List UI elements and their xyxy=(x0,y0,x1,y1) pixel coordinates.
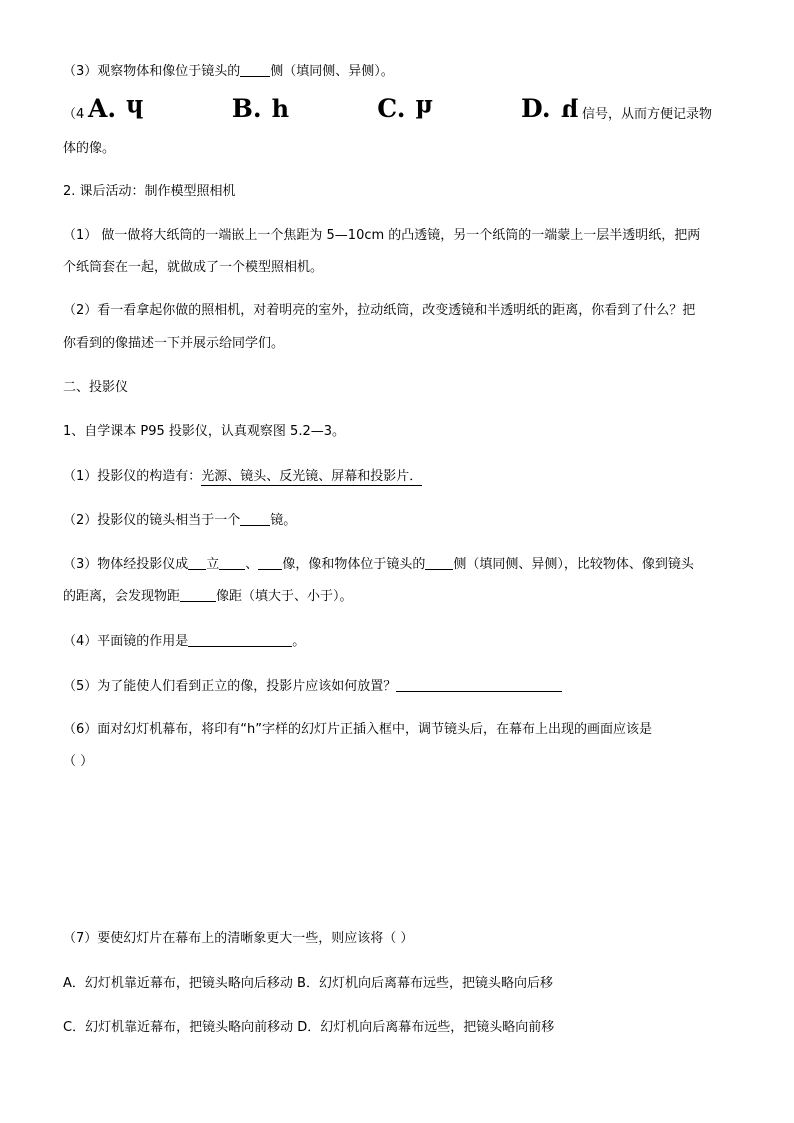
activity-p2-line1: （2）看一看拿起你做的照相机，对着明亮的室外，拉动纸筒，改变透镜和半透明纸的距离，你看到了什么？把 xyxy=(63,303,696,318)
activity-p2-line2: 你看到的像描述一下并展示给同学们。 xyxy=(63,336,285,351)
projector-q6-line1: （6）面对幻灯机幕布，将印有“h”字样的幻灯片正插入框中，调节镜头后，在幕布上出现的画面应该是 xyxy=(63,722,652,737)
projector-q1-answer: 光源、镜头、反光镜、屏幕和投影片． xyxy=(201,469,423,484)
projector-q7-ab: A．幻灯机靠近幕布，把镜头略向后移动 B．幻灯机向后离幕布远些，把镜头略向后移 xyxy=(63,976,553,991)
projector-q4 xyxy=(63,634,305,650)
q4-top-line2 xyxy=(63,141,115,157)
activity-p1-line2: 个纸筒套在一起，就做成了一个模型照相机。 xyxy=(63,260,324,275)
projector-intro: 1、自学课本 P95 投影仪，认真观察图 5.2—3。 xyxy=(63,424,345,439)
q3-top xyxy=(63,64,394,80)
projector-q5-prefix: （5）为了能使人们看到正立的像，投影片应该如何放置？ xyxy=(63,679,397,694)
option-a-letter: A. xyxy=(88,93,117,123)
projector-q1-prefix: （1）投影仪的构造有： xyxy=(63,469,202,484)
projector-q6-line2: （ ） xyxy=(63,754,94,769)
projector-q4-prefix: （4）平面镜的作用是 xyxy=(63,634,189,649)
q4-top-prefix: （4 xyxy=(63,107,85,122)
q3-top-suffix: 侧（填同侧、异侧）。 xyxy=(270,64,394,79)
activity-title: 2. 课后活动：制作模型照相机 xyxy=(63,184,236,199)
projector-q2-prefix: （2）投影仪的镜头相当于一个 xyxy=(63,513,241,528)
option-a[interactable] xyxy=(88,94,144,123)
q3-top-prefix: （3）观察物体和像位于镜头的 xyxy=(63,64,241,79)
projector-q3-blank2[interactable] xyxy=(219,557,245,570)
projector-q3-line2-a: 的距离，会发现物距 xyxy=(63,589,181,604)
projector-q4-suffix: 。 xyxy=(292,634,306,649)
projector-q3-blank3[interactable] xyxy=(258,557,282,570)
option-c-glyph: h xyxy=(415,93,433,123)
projector-q3-c: 、 xyxy=(245,557,259,572)
projector-q2-suffix: 镜。 xyxy=(270,513,297,528)
q3-top-blank[interactable] xyxy=(240,64,270,77)
activity-p1-line1: （1） 做一做将大纸筒的一端嵌上一个焦距为 5—10cm 的凸透镜，另一个纸筒的一端蒙上一层半透明纸，把两 xyxy=(63,228,701,243)
projector-q2-blank[interactable] xyxy=(240,513,270,526)
option-b-letter: B. xyxy=(231,93,262,123)
q4-top-tail xyxy=(582,107,712,123)
option-b[interactable] xyxy=(232,94,289,123)
projector-q5 xyxy=(63,679,562,695)
projector-q4-blank[interactable] xyxy=(188,634,292,647)
projector-q3-blank1[interactable] xyxy=(188,557,206,570)
projector-heading: 二、投影仪 xyxy=(63,380,129,395)
projector-q3-blank4[interactable] xyxy=(425,557,453,570)
projector-q3-e: 侧（填同侧、异侧），比较物体、像到镜头 xyxy=(453,557,694,572)
projector-q3-a: （3）物体经投影仪成 xyxy=(63,557,189,572)
option-a-glyph: h xyxy=(126,93,144,123)
option-b-glyph: h xyxy=(271,93,290,123)
projector-q3-b: 立 xyxy=(206,557,220,572)
projector-q3-line2-b: 像距（填大于、小于）。 xyxy=(216,589,353,604)
q4-top-line1 xyxy=(63,107,84,123)
projector-q5-blank[interactable] xyxy=(396,679,562,692)
option-c-letter: C. xyxy=(377,93,406,123)
projector-q3-line1 xyxy=(63,557,694,573)
option-d-letter: D. xyxy=(521,93,551,123)
option-d[interactable] xyxy=(521,94,578,123)
q4-top-tail-text: 信号，从而方便记录物 xyxy=(582,107,713,122)
projector-q2 xyxy=(63,513,296,529)
projector-q3-d: 像，像和物体位于镜头的 xyxy=(282,557,426,572)
q4-top-line2-text: 体的像。 xyxy=(63,141,116,156)
projector-q1 xyxy=(63,469,422,485)
projector-q3-blank5[interactable] xyxy=(180,589,216,602)
option-d-glyph: h xyxy=(560,93,578,123)
option-c[interactable] xyxy=(377,94,433,123)
projector-q7-cd: C．幻灯机靠近幕布，把镜头略向前移动 D．幻灯机向后离幕布远些，把镜头略向前移 xyxy=(63,1020,555,1035)
options-image xyxy=(88,93,578,123)
projector-q7: （7）要使幻灯片在幕布上的清晰象更大一些，则应该将（ ） xyxy=(63,931,414,946)
projector-q3-line2 xyxy=(63,589,353,605)
